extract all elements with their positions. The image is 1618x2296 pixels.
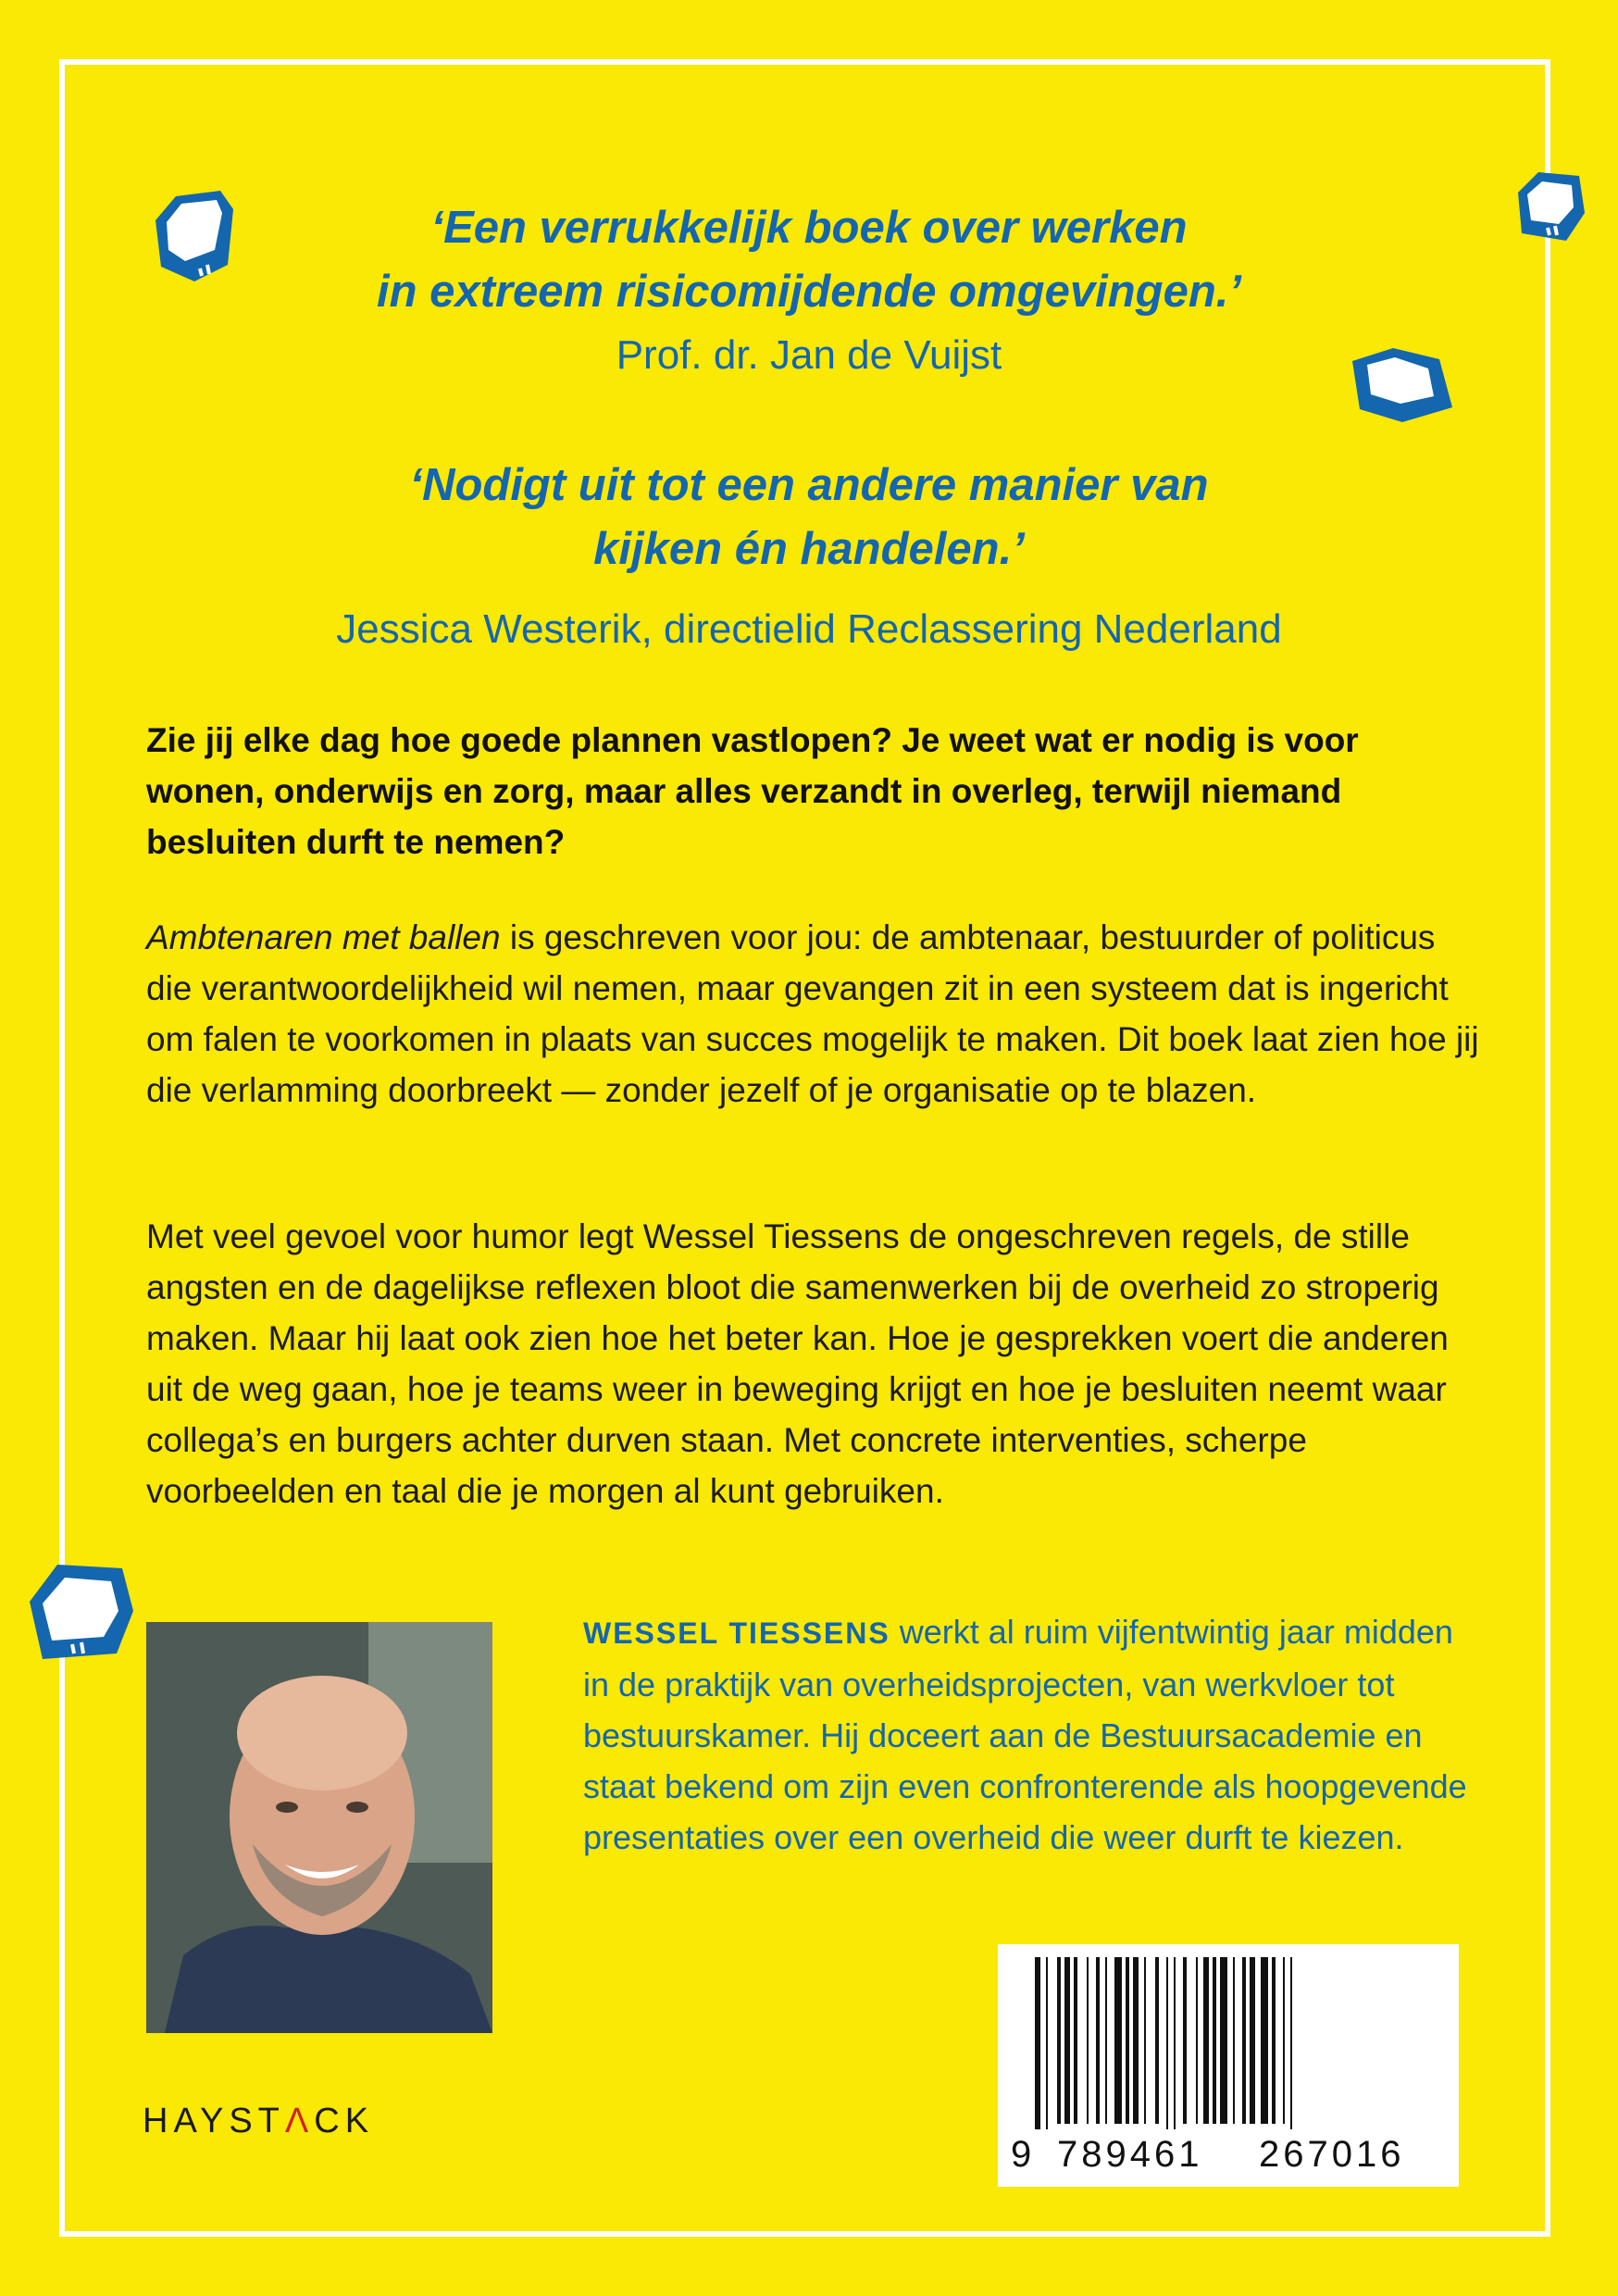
author-bio-text: werkt al ruim vijfentwintig jaar midden in de praktijk van overheidsprojecten, van werkvloer tot bestuurskamer. Hij doceert aan de Bestuursacademie en staat bekend om zijn even confronterende als hoopgevende presentaties over een overheid die weer durft te kiezen. xyxy=(583,1613,1467,1856)
barcode-bar xyxy=(1064,1957,1070,2124)
barcode-bar xyxy=(1203,1957,1209,2124)
quote-1 xyxy=(0,196,1618,324)
quote-1-line-2: in extreem risicomijdende omgevingen.’ xyxy=(377,267,1241,317)
publisher-logo-part-1: HAYST xyxy=(143,2102,285,2140)
barcode-bar xyxy=(1250,1957,1255,2124)
description-text: is geschreven voor jou: de ambtenaar, bestuurder of politicus die verantwoordelijkheid wil nemen, maar gevangen zit in een systeem dat is ingericht om falen te voorkomen in plaats van succes mogelijk te maken. Dit boek laat zien hoe jij die verlamming doorbreekt — zonder jezelf of je organisatie op te blazen. xyxy=(146,918,1479,1109)
author-name: WESSEL TIESSENS xyxy=(583,1616,890,1650)
barcode-group-2: 267016 xyxy=(1259,2134,1405,2175)
publisher-logo xyxy=(143,2102,374,2141)
description-paragraph xyxy=(146,912,1479,1116)
humor-paragraph: Met veel gevoel voor humor legt Wessel Tiessens de ongeschreven regels, de stille angsten en de dagelijkse reflexen bloot die samenwerken bij de overheid zo stroperig maken. Maar hij laat ook zien hoe het beter kan. Hoe je gesprekken voert die anderen uit de weg gaan, hoe je teams weer in beweging krijgt en hoe je besluiten neemt waar collega’s en burgers achter durven staan. Met concrete interventies, scherpe voorbeelden en taal die je morgen al kunt gebruiken. xyxy=(146,1217,1449,1510)
intro-paragraph: Zie jij elke dag hoe goede plannen vastlopen? Je weet wat er nodig is voor wonen, onderwijs en zorg, maar alles verzandt in overleg, terwijl niemand besluiten durft te nemen? xyxy=(146,721,1359,861)
barcode-bar xyxy=(1126,1957,1129,2124)
barcode-bars xyxy=(998,1944,1459,2129)
barcode-bar xyxy=(1220,1957,1227,2124)
publisher-logo-part-2: CK xyxy=(314,2102,375,2140)
barcode-bar xyxy=(1174,1957,1176,2129)
barcode-bar xyxy=(1196,1957,1198,2124)
barcode-bar xyxy=(1272,1957,1276,2124)
barcode xyxy=(998,1944,1459,2187)
barcode-bar xyxy=(1105,1957,1107,2124)
rock-icon xyxy=(20,1555,141,1666)
barcode-bar xyxy=(1155,1957,1159,2124)
quote-2 xyxy=(0,454,1618,581)
barcode-bar xyxy=(1283,1957,1285,2124)
barcode-bar xyxy=(1046,1957,1048,2129)
quote-1-attribution: Prof. dr. Jan de Vuijst xyxy=(616,332,1002,378)
quote-2-line-1: ‘Nodigt uit tot een andere manier van xyxy=(409,460,1209,510)
barcode-bar xyxy=(1133,1957,1139,2124)
barcode-digit-lead: 9 xyxy=(1011,2134,1036,2175)
barcode-bar xyxy=(1183,1957,1187,2124)
barcode-bar xyxy=(1261,1957,1268,2124)
barcode-bar xyxy=(1242,1957,1246,2124)
quote-2-attribution: Jessica Westerik, directielid Reclassering Nederland xyxy=(336,606,1282,652)
barcode-bar xyxy=(1166,1957,1168,2129)
publisher-logo-accent: Λ xyxy=(284,2102,315,2140)
barcode-bar xyxy=(1144,1957,1146,2124)
author-bio xyxy=(583,1606,1472,1863)
barcode-bar xyxy=(1035,1957,1040,2129)
barcode-bar xyxy=(1213,1957,1216,2124)
barcode-bar xyxy=(1057,1957,1061,2124)
quote-2-line-2: kijken én handelen.’ xyxy=(593,524,1025,574)
quote-1-line-1: ‘Een verrukkelijk boek over werken xyxy=(430,203,1188,253)
book-title: Ambtenaren met ballen xyxy=(146,918,501,956)
barcode-bar xyxy=(1074,1957,1077,2124)
barcode-group-1: 789461 xyxy=(1057,2134,1203,2175)
barcode-bar xyxy=(1096,1957,1100,2124)
author-photo xyxy=(146,1622,492,2033)
barcode-bar xyxy=(1233,1957,1235,2124)
barcode-bar xyxy=(1114,1957,1122,2124)
barcode-bar xyxy=(1087,1957,1089,2124)
barcode-bar xyxy=(1290,1957,1292,2129)
